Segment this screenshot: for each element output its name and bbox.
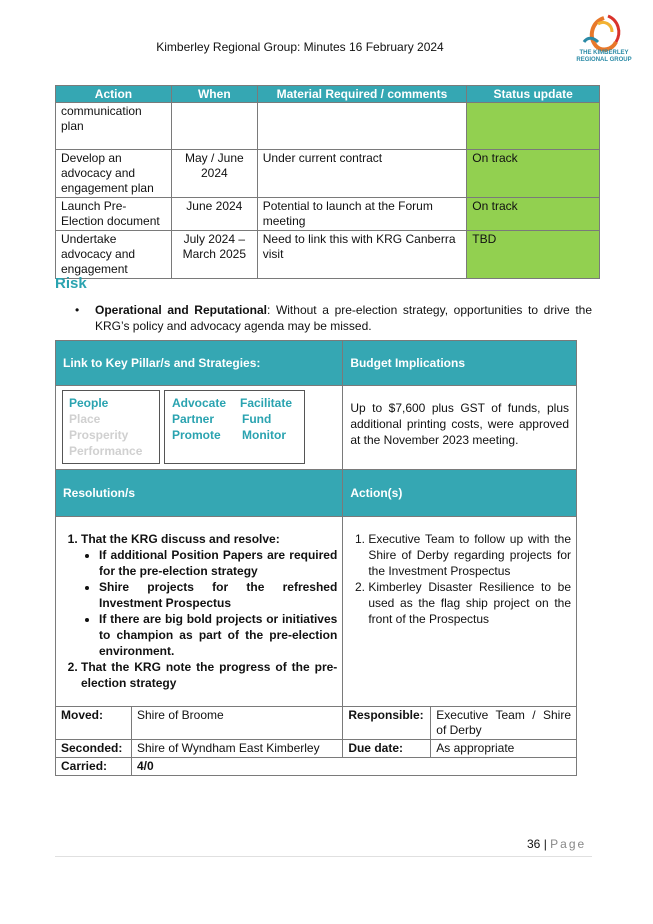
responsible-label: Responsible: <box>343 707 431 740</box>
pillars-cell <box>56 386 343 470</box>
risk-bullet-bold: Operational and Reputational <box>95 303 267 317</box>
moved-row <box>56 707 577 740</box>
pillar-performance: Performance <box>69 444 143 458</box>
strategy-fund: Fund <box>242 412 272 426</box>
risk-bullet <box>75 302 592 334</box>
status-cell <box>467 103 600 150</box>
carried-value: 4/0 <box>131 758 576 776</box>
comments-cell: Need to link this with KRG Canberra visit <box>257 231 467 279</box>
resolutions-header: Resolution/s <box>56 470 343 517</box>
table-row <box>56 231 600 279</box>
resolution-sub-item: • If additional Position Papers are required for the pre-election strategy <box>99 547 337 579</box>
pillar-people: People <box>69 396 109 410</box>
comments-cell <box>257 103 467 150</box>
page-word: Page <box>550 837 587 851</box>
footer-divider <box>55 856 592 857</box>
resolutions-cell <box>56 517 343 707</box>
resolution-list <box>61 531 337 691</box>
col-header-comments: Material Required / comments <box>257 86 467 103</box>
when-cell: June 2024 <box>171 198 257 231</box>
action-cell: Launch Pre-Election document <box>56 198 172 231</box>
resolution-item <box>81 531 337 659</box>
when-cell: July 2024 – March 2025 <box>171 231 257 279</box>
pillar-prosperity: Prosperity <box>69 428 129 442</box>
action-cell: Develop an advocacy and engagement plan <box>56 150 172 198</box>
resolution-sub-item: • Shire projects for the refreshed Investment Prospectus <box>99 579 337 611</box>
resolution-sub-item: • If there are big bold projects or initiatives to champion as part of the pre-election environment. <box>99 611 337 659</box>
when-cell: May / June 2024 <box>171 150 257 198</box>
due-date-value: As appropriate <box>431 740 577 758</box>
status-cell: TBD <box>467 231 600 279</box>
resolution-table <box>55 340 577 776</box>
comments-cell: Potential to launch at the Forum meeting <box>257 198 467 231</box>
action-item: 2. Kimberley Disaster Resilience to be used as the flag ship project on the front of the Prospectus <box>368 579 571 627</box>
responsible-value: Executive Team / Shire of Derby <box>431 707 577 740</box>
pillar-place: Place <box>69 412 101 426</box>
moved-label: Moved: <box>56 707 132 740</box>
bullet-icon: • <box>75 303 80 317</box>
risk-heading: Risk <box>55 275 87 292</box>
risk-bullet-text: : Without a pre-election strategy, opportunities to drive the KRG’s policy and advocacy agenda may be missed. <box>95 303 592 333</box>
strategy-monitor: Monitor <box>242 428 286 442</box>
status-cell: On track <box>467 150 600 198</box>
page-separator: | <box>543 837 547 851</box>
strategy-facilitate: Facilitate <box>240 396 293 410</box>
col-header-when: When <box>171 86 257 103</box>
table-row <box>56 150 600 198</box>
pillars-header: Link to Key Pillar/s and Strategies: <box>56 341 343 386</box>
page-number <box>527 837 586 851</box>
action-cell: communication plan <box>56 103 172 150</box>
comments-cell: Under current contract <box>257 150 467 198</box>
action-item: 1. Executive Team to follow up with the Shire of Derby regarding projects for the Investment Prospectus <box>368 531 571 579</box>
resolution-1-text: That the KRG discuss and resolve: <box>81 532 280 546</box>
strategy-advocate: Advocate <box>172 396 227 410</box>
col-header-status: Status update <box>467 86 600 103</box>
table-row <box>56 103 600 150</box>
budget-text: Up to $7,600 plus GST of funds, plus additional printing costs, were approved at the November 2023 meeting. <box>343 386 577 470</box>
page-number-value: 36 <box>527 837 541 851</box>
seconded-row <box>56 740 577 758</box>
carried-row <box>56 758 577 776</box>
resolution-sub-list <box>81 547 337 659</box>
document-header-title: Kimberley Regional Group: Minutes 16 February 2024 <box>156 40 444 54</box>
strategies-box <box>164 390 305 464</box>
carried-label: Carried: <box>56 758 132 776</box>
pillars-box <box>62 390 160 464</box>
budget-header: Budget Implications <box>343 341 577 386</box>
table-row <box>56 198 600 231</box>
col-header-action: Action <box>56 86 172 103</box>
logo-text: THE KIMBERLEY REGIONAL GROUP <box>576 50 632 63</box>
strategy-partner: Partner <box>172 412 215 426</box>
moved-value: Shire of Broome <box>131 707 342 740</box>
due-date-label: Due date: <box>343 740 431 758</box>
status-cell: On track <box>467 198 600 231</box>
seconded-value: Shire of Wyndham East Kimberley <box>131 740 342 758</box>
strategy-promote: Promote <box>172 428 221 442</box>
actions-cell <box>343 517 577 707</box>
when-cell <box>171 103 257 150</box>
action-cell: Undertake advocacy and engagement <box>56 231 172 279</box>
action-table <box>55 85 600 279</box>
resolution-item: 2. That the KRG note the progress of the pre-election strategy <box>81 659 337 691</box>
actions-header: Action(s) <box>343 470 577 517</box>
actions-list <box>348 531 571 627</box>
seconded-label: Seconded: <box>56 740 132 758</box>
action-table-header <box>56 86 600 103</box>
